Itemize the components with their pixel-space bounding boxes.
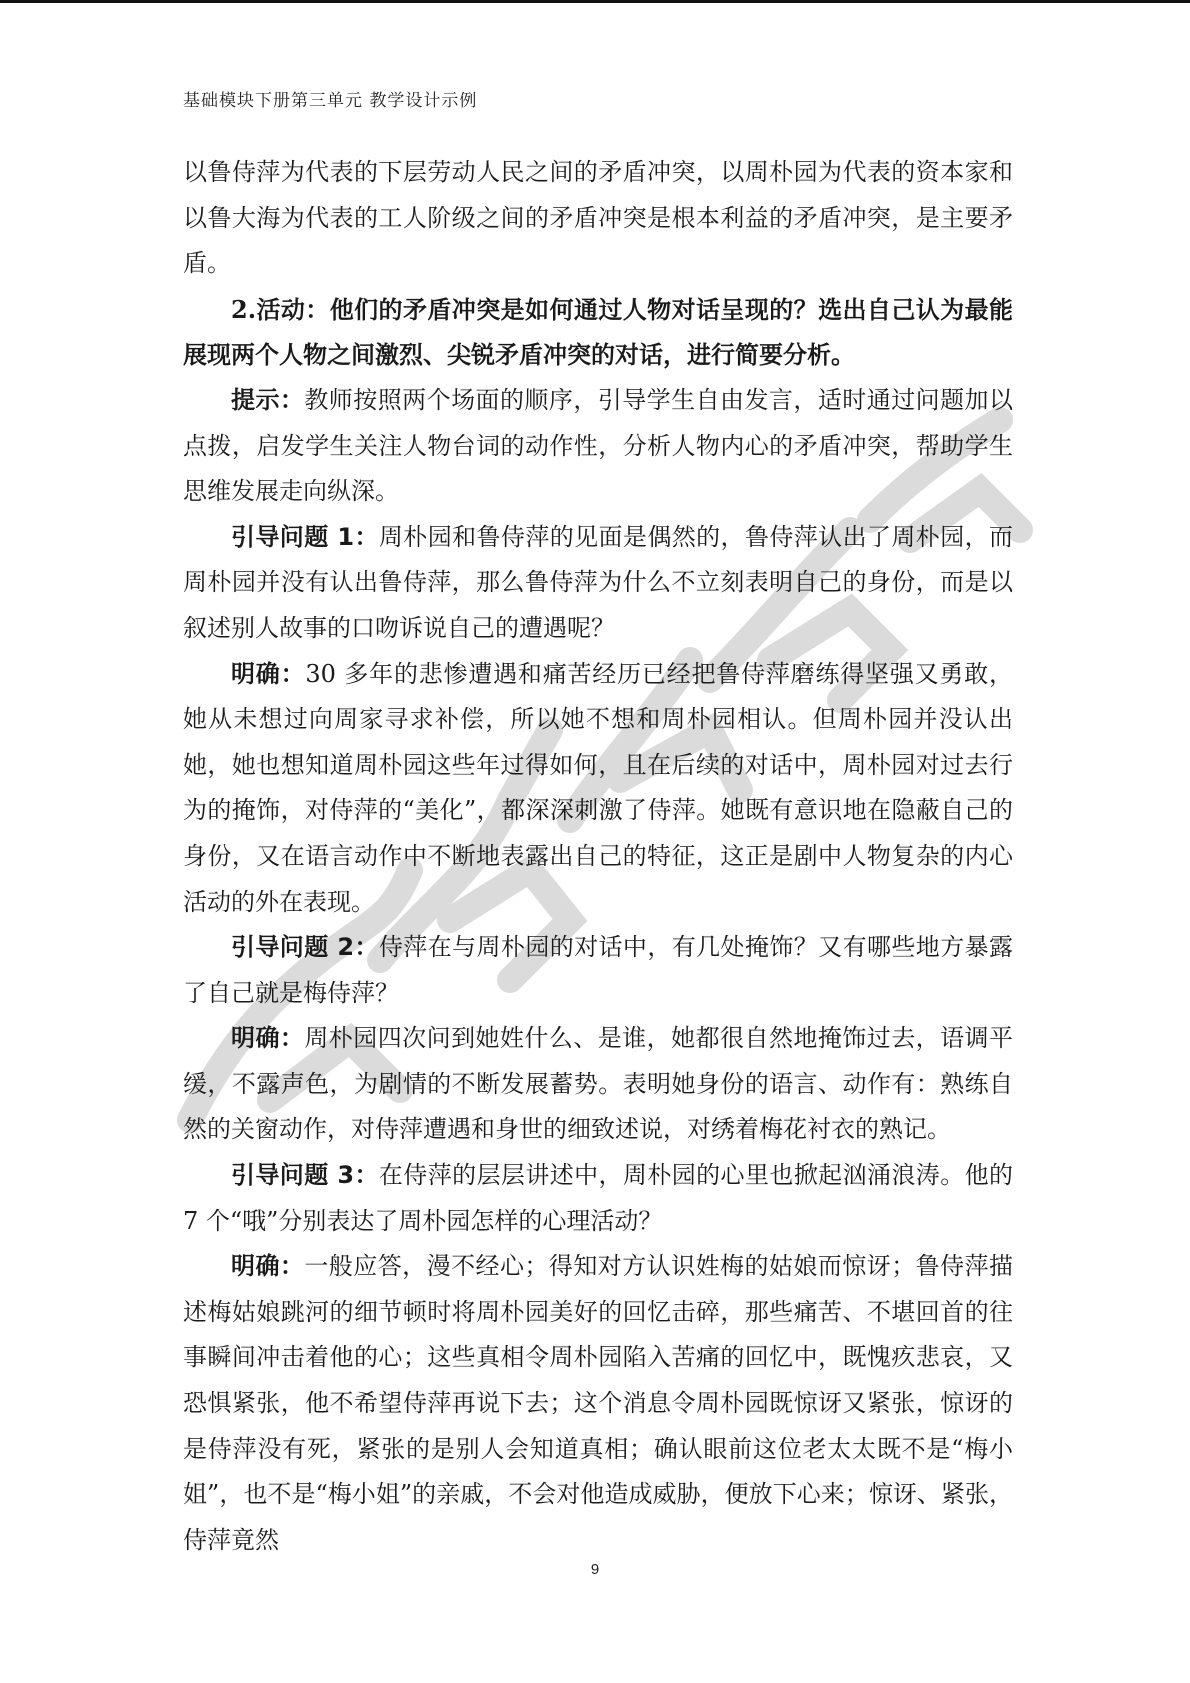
guide-question-3-label: 引导问题 3： [231,1161,379,1190]
guide-question-2-text: 侍萍在与周朴园的对话中，有几处掩饰？又有哪些地方暴露了自己就是梅侍萍？ [183,933,1013,1007]
hint-text: 教师按照两个场面的顺序，引导学生自由发言，适时通过问题加以点拨，启发学生关注人物台词的动作性，分析人物内心的矛盾冲突，帮助学生思维发展走向纵深。 [183,385,1014,506]
guide-question-1-label: 引导问题 1： [231,522,379,551]
guide-question-3-text: 在侍萍的层层讲述中，周朴园的心里也掀起汹涌浪涛。他的 7 个“哦”分别表达了周朴园怎样的心理活动？ [183,1161,1013,1235]
answer-3 [183,1244,1013,1563]
activity-heading: 2.活动：他们的矛盾冲突是如何通过人物对话呈现的？选出自己认为最能展现两个人物之间激烈、尖锐矛盾冲突的对话，进行简要分析。 [183,294,1013,370]
guide-question-1-text: 周朴园和鲁侍萍的见面是偶然的，鲁侍萍认出了周朴园，而周朴园并没有认出鲁侍萍，那么鲁侍萍为什么不立刻表明自己的身份，而是以叙述别人故事的口吻诉说自己的遭遇呢？ [183,522,1013,642]
answer-2 [183,1016,1013,1153]
answer-3-text: 一般应答，漫不经心；得知对方认识姓梅的姑娘而惊讶；鲁侍萍描述梅姑娘跳河的细节顿时将周朴园美好的回忆击碎，那些痛苦、不堪回首的往事瞬间冲击着他的心；这些真相令周朴园陷入苦痛的回忆中，既愧疚悲哀，又恐惧紧张，他不希望侍萍再说下去；这个消息令周朴园既惊讶又紧张，惊讶的是侍萍没有死，紧张的是别人会知道真相；确认眼前这位老太太既不是“梅小姐”，也不是“梅小姐”的亲戚，不会对他造成威胁，便放下心来；惊讶、紧张，侍萍竟然 [183,1252,1014,1554]
answer-2-text: 周朴园四次问到她姓什么、是谁，她都很自然地掩饰过去，语调平缓，不露声色，为剧情的不断发展蓄势。表明她身份的语言、动作有：熟练自然的关窗动作，对侍萍遭遇和身世的细致述说，对绣着梅花衬衣的熟记。 [183,1024,1014,1144]
hint-paragraph [183,378,1013,515]
guide-question-3 [183,1153,1013,1244]
page-number: 9 [590,1561,600,1578]
body-text [183,150,1013,1563]
guide-question-2 [183,925,1013,1016]
guide-question-2-label: 引导问题 2： [231,933,379,962]
answer-3-label: 明确： [231,1252,305,1281]
top-rule [0,0,1190,3]
running-head: 基础模块下册第三单元 教学设计示例 [183,91,478,111]
paragraph-conflict-summary: 以鲁侍萍为代表的下层劳动人民之间的矛盾冲突，以周朴园为代表的资本家和以鲁大海为代表的工人阶级之间的矛盾冲突是根本利益的矛盾冲突，是主要矛盾。 [183,158,1013,278]
guide-question-1 [183,515,1013,652]
answer-1 [183,652,1013,926]
answer-1-label: 明确： [231,659,306,688]
answer-1-text: 30 多年的悲惨遭遇和痛苦经历已经把鲁侍萍磨练得坚强又勇敢，她从未想过向周家寻求补偿，所以她不想和周朴园相认。但周朴园并没认出她，她也想知道周朴园这些年过得如何，且在后续的对话中，周朴园对过去行为的掩饰，对侍萍的“美化”，都深深刺激了侍萍。她既有意识地在隐蔽自己的身份，又在语言动作中不断地表露出自己的特征，这正是剧中人物复杂的内心活动的外在表现。 [183,659,1014,916]
hint-label: 提示： [231,385,305,414]
answer-2-label: 明确： [231,1024,305,1053]
